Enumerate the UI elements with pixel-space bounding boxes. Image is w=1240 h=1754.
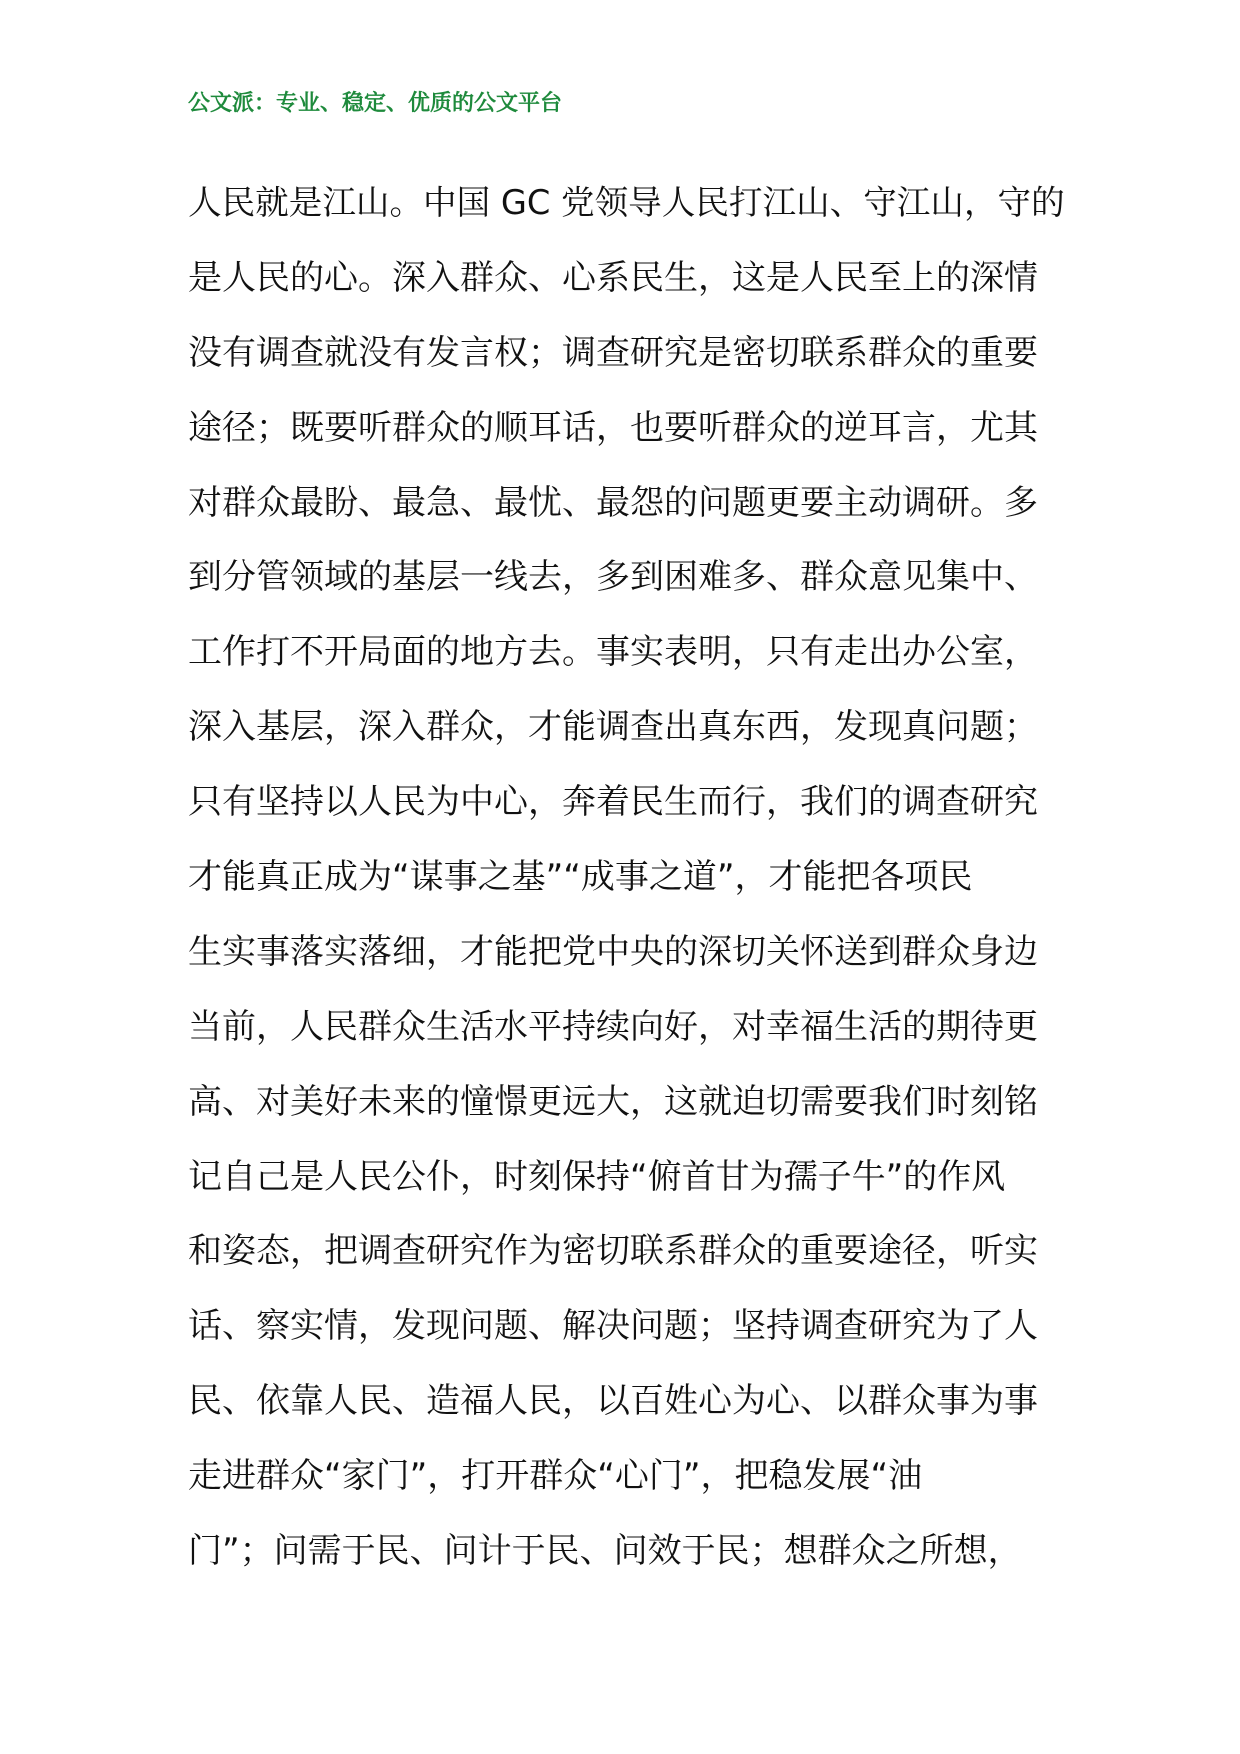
text-line: 没有调查就没有发言权；调查研究是密切联系群众的重要 bbox=[188, 332, 1038, 373]
text-line: 记自己是人民公仆，时刻保持“俯首甘为孺子牛”的作风 bbox=[188, 1156, 1006, 1197]
text-line: 到分管领域的基层一线去，多到困难多、群众意见集中、 bbox=[188, 557, 1038, 598]
text-line: 走进群众“家门”，打开群众“心门”，把稳发展“油 bbox=[188, 1456, 923, 1497]
text-line: 人民就是江山。中国 GC 党领导人民打江山、守江山，守的 bbox=[188, 183, 1065, 222]
text-line: 高、对美好未来的憧憬更远大，这就迫切需要我们时刻铭 bbox=[188, 1081, 1038, 1122]
text-line: 和姿态，把调查研究作为密切联系群众的重要途径，听实 bbox=[188, 1231, 1038, 1272]
text-line: 途径；既要听群众的顺耳话，也要听群众的逆耳言，尤其 bbox=[188, 407, 1038, 448]
text-line: 门”；问需于民、问计于民、问效于民；想群众之所想， bbox=[188, 1531, 1022, 1572]
text-line: 工作打不开局面的地方去。事实表明，只有走出办公室， bbox=[188, 632, 1038, 673]
text-line: 民、依靠人民、造福人民，以百姓心为心、以群众事为事 bbox=[188, 1381, 1038, 1422]
text-line: 当前，人民群众生活水平持续向好，对幸福生活的期待更 bbox=[188, 1006, 1038, 1047]
text-line: 话、察实情，发现问题、解决问题；坚持调查研究为了人 bbox=[188, 1306, 1038, 1347]
text-line: 才能真正成为“谋事之基”“成事之道”，才能把各项民 bbox=[188, 857, 973, 898]
page-header-title: 公文派：专业、稳定、优质的公文平台 bbox=[188, 90, 563, 116]
body-text bbox=[188, 166, 1068, 1589]
text-line: 生实事落实落细，才能把党中央的深切关怀送到群众身边 bbox=[188, 931, 1038, 972]
text-line: 是人民的心。深入群众、心系民生，这是人民至上的深情 bbox=[188, 257, 1038, 298]
text-line: 只有坚持以人民为中心，奔着民生而行，我们的调查研究 bbox=[188, 782, 1038, 823]
text-line: 对群众最盼、最急、最忧、最怨的问题更要主动调研。多 bbox=[188, 482, 1038, 523]
text-line: 深入基层，深入群众，才能调查出真东西，发现真问题； bbox=[188, 707, 1038, 748]
